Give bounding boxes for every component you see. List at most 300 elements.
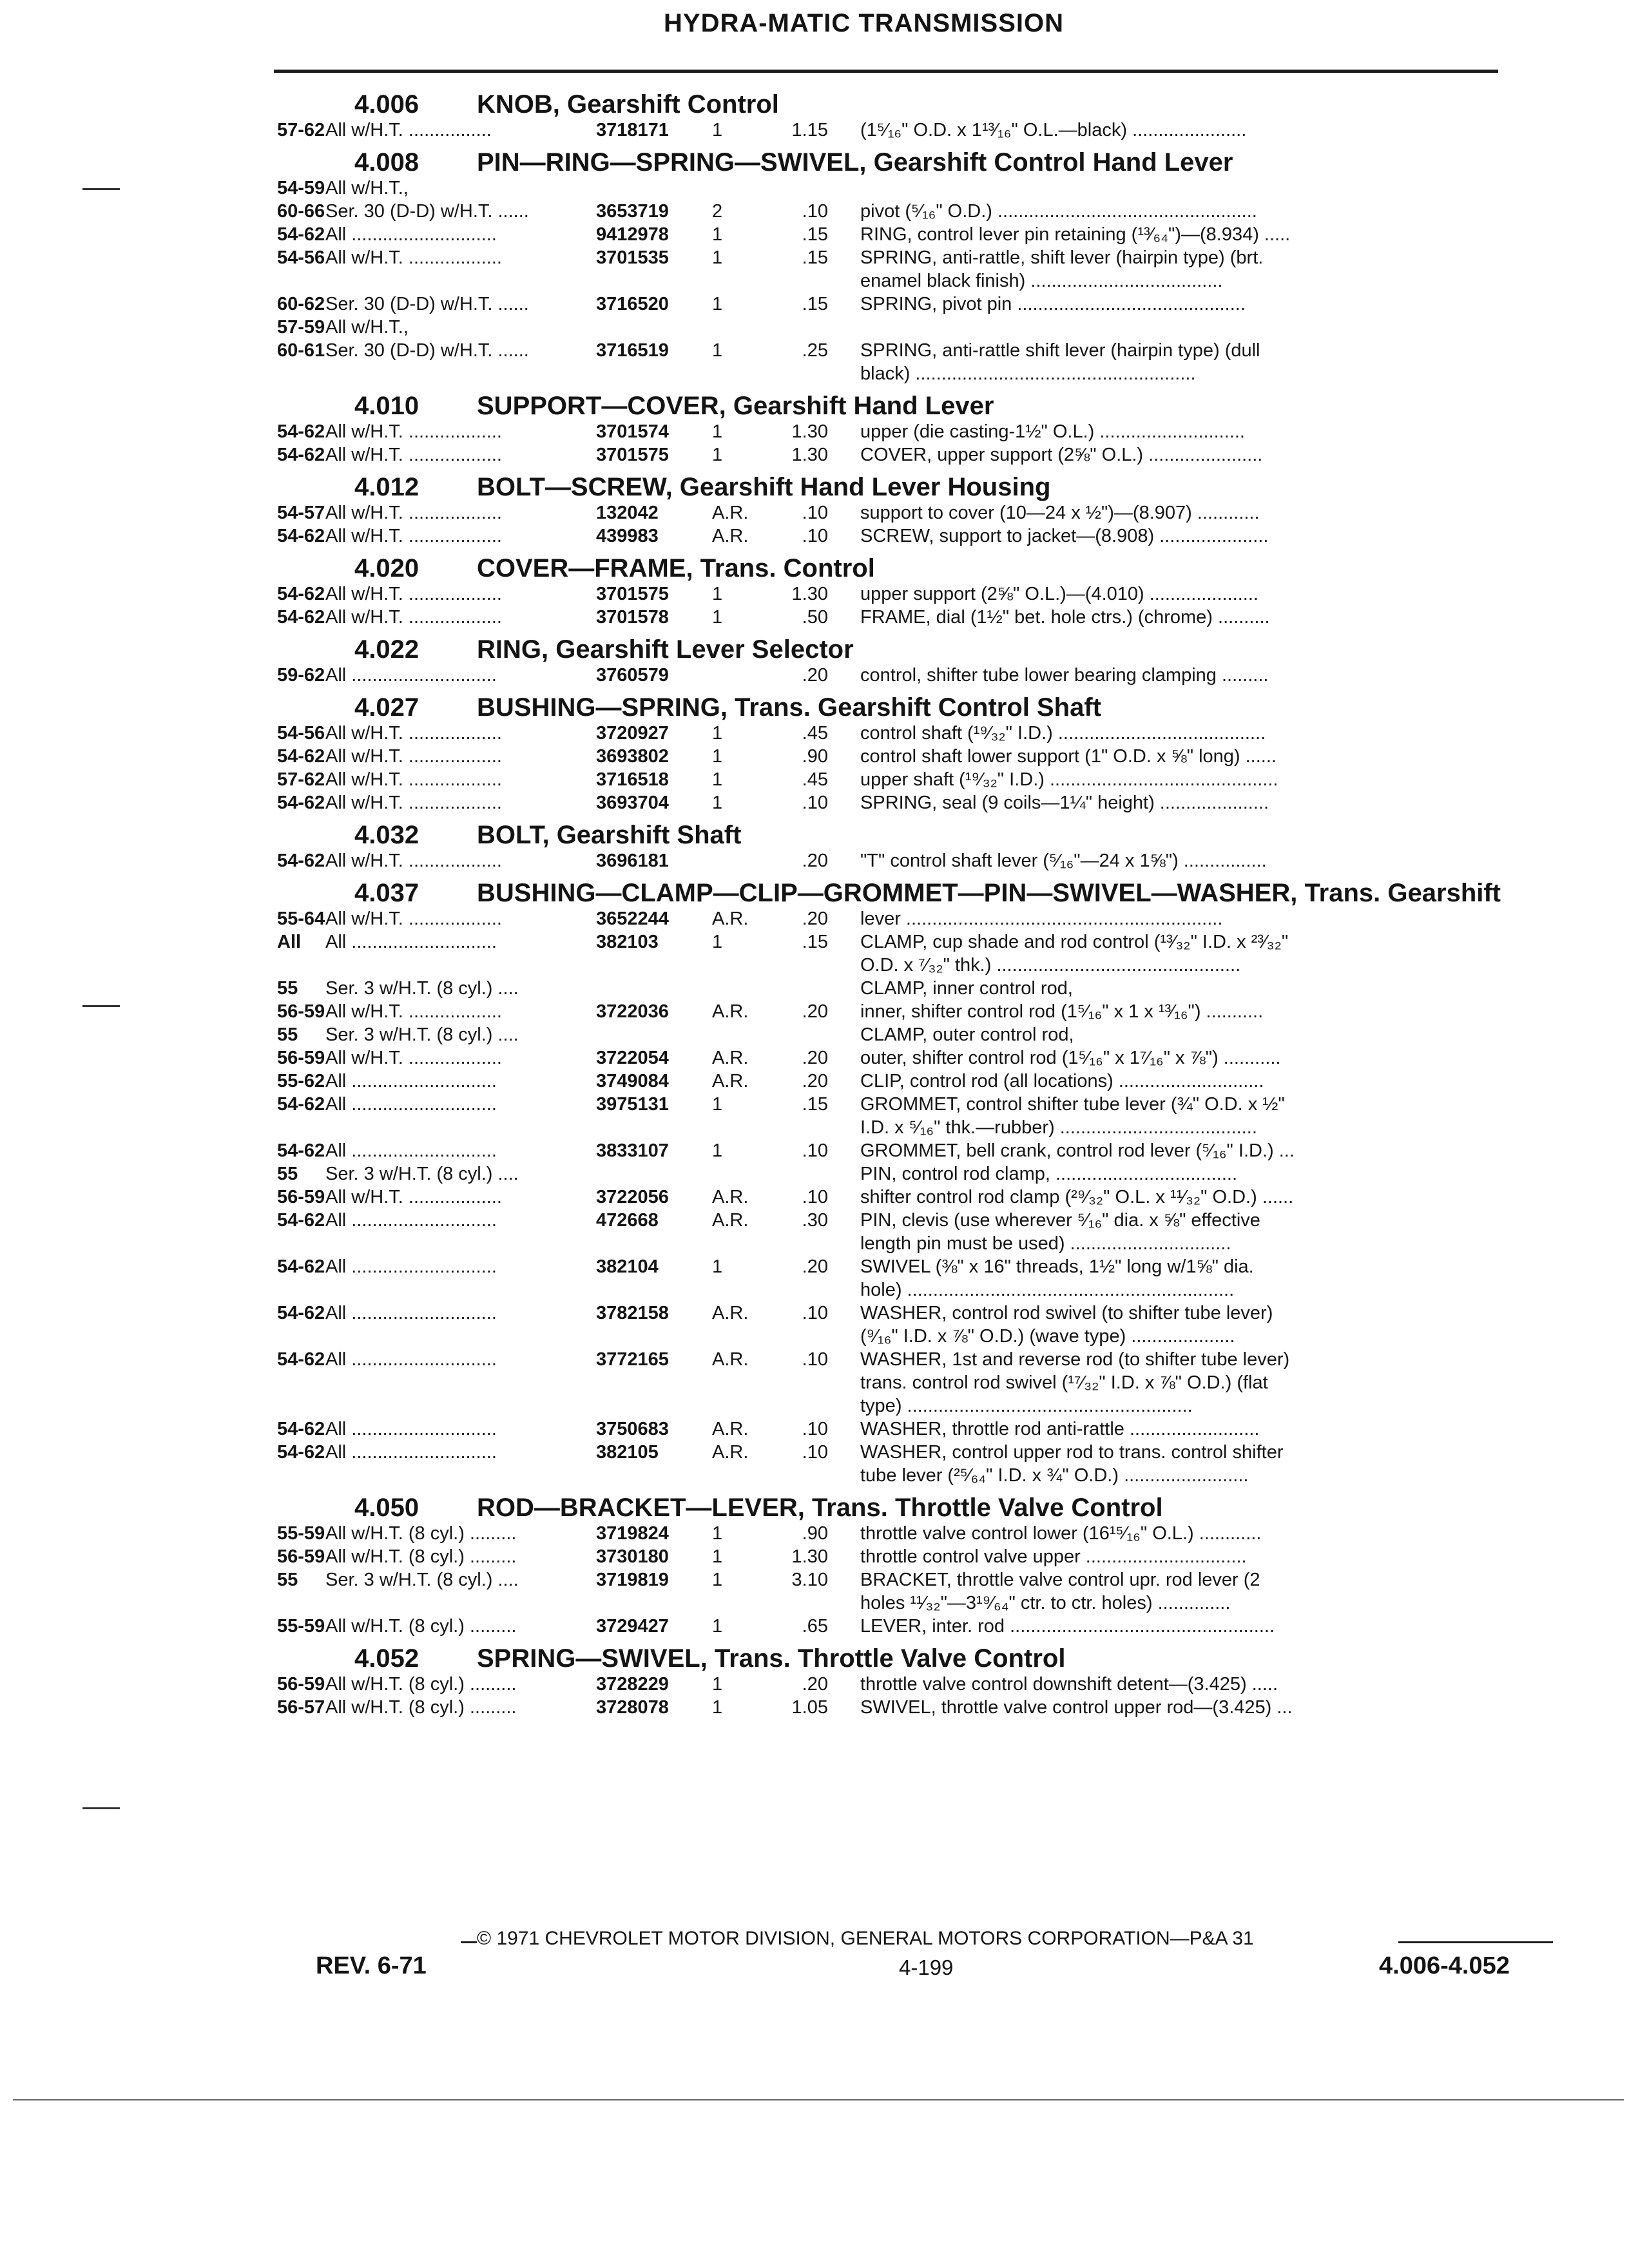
part-number: 3749084 (596, 1071, 669, 1091)
section (277, 821, 1550, 872)
description: SPRING, anti-rattle shift lever (hairpin type) (dull black) ...................................................... (860, 340, 1260, 384)
section-number: 4.006 (354, 90, 419, 119)
quantity (712, 664, 757, 687)
description: support to cover (10—24 x ½")—(8.907) ............ (860, 503, 1260, 523)
quantity: 1 (712, 1674, 723, 1695)
price: .10 (802, 1187, 828, 1207)
model-application: All ............................ (325, 224, 497, 245)
description: FRAME, dial (1½" bet. hole ctrs.) (chrome) .......... (860, 607, 1270, 628)
price: .15 (802, 1094, 828, 1115)
model-application: All w/H.T. .................. (325, 421, 502, 442)
description: GROMMET, control shifter tube lever (¾" O.D. x ½" I.D. x ⁵⁄₁₆" thk.—rubber) ...................................... (860, 1094, 1285, 1138)
model-application: All w/H.T. .................. (325, 908, 502, 929)
description: WASHER, control rod swivel (to shifter tube lever) (⁹⁄₁₆" I.D. x ⅞" O.D.) (wave type) .................... (860, 1303, 1273, 1347)
part-row (277, 443, 1550, 466)
part-row (277, 1615, 1550, 1638)
price: .90 (802, 1523, 828, 1544)
price: 3.10 (791, 1570, 828, 1590)
part-number: 3653719 (596, 201, 669, 222)
description: CLIP, control rod (all locations) ............................ (860, 1071, 1264, 1091)
description: SCREW, support to jacket—(8.908) ..................... (860, 526, 1269, 546)
footer-rule-right (1398, 1941, 1553, 1943)
description: SPRING, pivot pin ............................................ (860, 294, 1246, 314)
price: .15 (802, 224, 828, 245)
part-number: 3693802 (596, 746, 669, 767)
bottom-rule (13, 2099, 1624, 2100)
part-number: 3722036 (596, 1001, 669, 1022)
part-number: 3701575 (596, 584, 669, 604)
model-application: All w/H.T. .................. (325, 746, 502, 767)
part-number: 3652244 (596, 908, 669, 929)
quantity: 1 (712, 932, 723, 952)
section-title: KNOB, Gearshift Control (477, 90, 779, 119)
quantity: A.R. (712, 1303, 749, 1323)
model-application: Ser. 3 w/H.T. (8 cyl.) .... All w/H.T. .................. (325, 1024, 519, 1068)
part-row (277, 977, 1550, 1023)
price: .45 (802, 769, 828, 790)
part-row (277, 524, 1550, 548)
model-application: All w/H.T. .................. (325, 769, 502, 790)
section-number: 4.032 (354, 821, 419, 849)
part-number: 3975131 (596, 1094, 669, 1115)
part-row (277, 768, 1550, 791)
part-row (277, 1545, 1550, 1568)
price: .10 (802, 1349, 828, 1370)
model-years: 55 56-59 (277, 1024, 325, 1068)
part-row (277, 1070, 1550, 1093)
quantity: 1 (712, 1140, 723, 1161)
part-row (277, 1255, 1550, 1302)
footer-page-number: 4-199 (899, 1956, 954, 1979)
quantity: A.R. (712, 908, 749, 929)
part-row (277, 664, 1550, 687)
model-application: Ser. 30 (D-D) w/H.T. ...... (325, 294, 529, 314)
model-application: All w/H.T. .................. (325, 584, 502, 604)
part-row (277, 1418, 1550, 1441)
part-row (277, 1348, 1550, 1418)
footer-copyright: © 1971 CHEVROLET MOTOR DIVISION, GENERAL MOTORS CORPORATION—P&A 31 (477, 1928, 1254, 1949)
price: .10 (802, 526, 828, 546)
section-number: 4.012 (354, 473, 419, 501)
model-application: All ............................ (325, 932, 497, 952)
model-years: 56-59 (277, 1546, 325, 1567)
part-row (277, 745, 1550, 768)
section-number: 4.037 (354, 879, 419, 907)
section (277, 1644, 1550, 1719)
part-number: 3718171 (596, 120, 669, 140)
model-application: All ............................ (325, 665, 497, 686)
price: .15 (802, 294, 828, 314)
quantity: A.R. (712, 1048, 749, 1068)
quantity: 1 (712, 746, 723, 767)
model-years: 57-62 (277, 769, 325, 790)
part-number: 3760579 (596, 665, 669, 686)
part-row (277, 177, 1550, 223)
model-years: 54-62 (277, 1094, 325, 1115)
model-years: 54-62 (277, 445, 325, 465)
model-years: 54-56 (277, 723, 325, 744)
quantity: 1 (712, 607, 723, 628)
price: .20 (802, 1674, 828, 1695)
model-application: All w/H.T. .................. (325, 723, 502, 744)
model-years: 54-62 (277, 1140, 325, 1161)
price: .15 (802, 247, 828, 268)
section-title: BOLT—SCREW, Gearshift Hand Lever Housing (477, 473, 1051, 501)
part-row (277, 420, 1550, 443)
price: .15 (802, 932, 828, 952)
description: SPRING, anti-rattle, shift lever (hairpin type) (brt. enamel black finish) ..................................... (860, 247, 1264, 291)
section-title: SUPPORT—COVER, Gearshift Hand Lever (477, 392, 994, 420)
description: CLAMP, inner control rod, inner, shifter control rod (1⁵⁄₁₆" x 1 x ¹³⁄₁₆") ........... (860, 978, 1264, 1022)
model-years: 54-62 (277, 584, 325, 604)
part-row (277, 1441, 1550, 1487)
price: .25 (802, 340, 828, 361)
description: WASHER, throttle rod anti-rattle ......................... (860, 1419, 1260, 1439)
part-row (277, 1093, 1550, 1139)
model-years: 54-62 (277, 526, 325, 546)
model-years: 54-62 (277, 1210, 325, 1231)
margin-mark (82, 1005, 120, 1007)
part-number: 3720927 (596, 723, 669, 744)
part-number: 3833107 (596, 1140, 669, 1161)
section (277, 554, 1550, 629)
section-title: COVER—FRAME, Trans. Control (477, 554, 875, 582)
quantity: A.R. (712, 526, 749, 546)
quantity: 1 (712, 1523, 723, 1544)
model-application: All ............................ (325, 1303, 497, 1323)
quantity (712, 849, 757, 872)
part-row (277, 1302, 1550, 1348)
section-title: RING, Gearshift Lever Selector (477, 635, 854, 664)
model-application: All ............................ (325, 1419, 497, 1439)
description: PIN, clevis (use wherever ⁵⁄₁₆" dia. x ⅝" effective length pin must be used) ............................... (860, 1210, 1260, 1254)
model-application: Ser. 3 w/H.T. (8 cyl.) .... All w/H.T. .................. (325, 978, 519, 1022)
price: .20 (802, 665, 828, 686)
section (277, 392, 1550, 466)
model-application: All w/H.T. (8 cyl.) ......... (325, 1616, 517, 1637)
description: (1⁵⁄₁₆" O.D. x 1¹³⁄₁₆" O.L.—black) ...................... (860, 120, 1247, 140)
quantity: 1 (712, 1570, 723, 1590)
part-number: 3696181 (596, 850, 669, 871)
model-application: All w/H.T. .................. (325, 850, 502, 871)
quantity: A.R. (712, 1349, 749, 1370)
section-title: SPRING—SWIVEL, Trans. Throttle Valve Control (477, 1644, 1066, 1673)
price: .10 (802, 503, 828, 523)
model-years: 57-62 (277, 120, 325, 140)
model-application: All ............................ (325, 1210, 497, 1231)
part-row (277, 223, 1550, 246)
page-title: HYDRA-MATIC TRANSMISSION (664, 9, 1065, 37)
section-title: ROD—BRACKET—LEVER, Trans. Throttle Valve Control (477, 1494, 1163, 1522)
description: lever ............................................................. (860, 908, 1223, 929)
price: .10 (802, 793, 828, 813)
part-number: 3701574 (596, 421, 669, 442)
part-number: 3701535 (596, 247, 669, 268)
part-number: 472668 (596, 1210, 659, 1231)
model-application: Ser. 3 w/H.T. (8 cyl.) .... All w/H.T. .................. (325, 1164, 519, 1207)
part-row (277, 606, 1550, 629)
price: .20 (802, 1071, 828, 1091)
quantity: 1 (712, 120, 723, 140)
model-years: 54-62 (277, 850, 325, 871)
part-row (277, 791, 1550, 814)
quantity: A.R. (712, 1442, 749, 1463)
model-years: 54-62 (277, 1349, 325, 1370)
price: .20 (802, 908, 828, 929)
quantity: A.R. (712, 1071, 749, 1091)
price: .50 (802, 607, 828, 628)
section-number: 4.027 (354, 693, 419, 722)
section-number: 4.020 (354, 554, 419, 582)
quantity: A.R. (712, 1210, 749, 1231)
model-years: 55-59 (277, 1616, 325, 1637)
model-application: All w/H.T. .................. (325, 793, 502, 813)
footer-rule-left (461, 1941, 477, 1943)
quantity: 1 (712, 1094, 723, 1115)
part-number: 3722054 (596, 1048, 669, 1068)
price: .10 (802, 1303, 828, 1323)
model-years: 60-62 (277, 294, 325, 314)
price: 1.30 (791, 445, 828, 465)
part-number: 3782158 (596, 1303, 669, 1323)
model-years: 54-62 (277, 746, 325, 767)
part-number: 3750683 (596, 1419, 669, 1439)
price: .90 (802, 746, 828, 767)
part-row (277, 1568, 1550, 1615)
section-title: BUSHING—CLAMP—CLIP—GROMMET—PIN—SWIVEL—WASHER, Trans. Gearshift (477, 879, 1501, 907)
price: .10 (802, 1419, 828, 1439)
quantity: 1 (712, 247, 723, 268)
section-heading (354, 821, 1550, 849)
section-title: BUSHING—SPRING, Trans. Gearshift Control Shaft (477, 693, 1102, 722)
description: control, shifter tube lower bearing clamping ......... (860, 665, 1269, 686)
model-application: All w/H.T. (8 cyl.) ......... (325, 1674, 517, 1695)
section (277, 879, 1550, 1487)
quantity: 1 (712, 723, 723, 744)
quantity: 1 (712, 769, 723, 790)
description: BRACKET, throttle valve control upr. rod lever (2 holes ¹¹⁄₃₂"—3¹⁹⁄₆₄" ctr. to ctr. holes) .............. (860, 1570, 1260, 1613)
part-number: 3716519 (596, 340, 669, 361)
price: 1.30 (791, 584, 828, 604)
model-years: All (277, 932, 302, 952)
section-number: 4.008 (354, 148, 419, 177)
section-heading (354, 148, 1550, 177)
part-number: 3719819 (596, 1570, 669, 1590)
model-application: All w/H.T. (8 cyl.) ......... (325, 1546, 517, 1567)
model-years: 54-56 (277, 247, 325, 268)
section-heading (354, 1494, 1550, 1522)
model-application: Ser. 3 w/H.T. (8 cyl.) .... (325, 1570, 519, 1590)
margin-mark (82, 1807, 120, 1809)
part-row (277, 582, 1550, 606)
section (277, 1494, 1550, 1638)
quantity: A.R. (712, 1419, 749, 1439)
part-row (277, 1673, 1550, 1696)
price: 1.15 (791, 120, 828, 140)
part-row (277, 849, 1550, 872)
section (277, 90, 1550, 142)
section-heading (354, 879, 1550, 907)
model-application: All w/H.T. ................ (325, 120, 492, 140)
section-number: 4.022 (354, 635, 419, 664)
part-row (277, 293, 1550, 316)
quantity: 1 (712, 445, 723, 465)
part-row (277, 1522, 1550, 1545)
model-years: 56-57 (277, 1697, 325, 1718)
part-number: 439983 (596, 526, 659, 546)
section (277, 473, 1550, 548)
model-application: All w/H.T. (8 cyl.) ......... (325, 1697, 517, 1718)
price: .30 (802, 1210, 828, 1231)
part-row (277, 930, 1550, 977)
description: WASHER, control upper rod to trans. control shifter tube lever (²⁵⁄₆₄" I.D. x ¾" O.D.) ........................ (860, 1442, 1284, 1486)
description: COVER, upper support (2⅝" O.L.) ...................... (860, 445, 1263, 465)
section-number: 4.010 (354, 392, 419, 420)
part-number: 3728078 (596, 1697, 669, 1718)
model-application: All ............................ (325, 1140, 497, 1161)
footer-revision: REV. 6-71 (316, 1952, 427, 1979)
price: 1.30 (791, 1546, 828, 1567)
quantity: 1 (712, 1256, 723, 1277)
part-row (277, 1023, 1550, 1070)
quantity: 1 (712, 294, 723, 314)
part-row (277, 316, 1550, 385)
description: GROMMET, bell crank, control rod lever (⁵⁄₁₆" I.D.) ... (860, 1140, 1295, 1161)
model-years: 55 (277, 1570, 298, 1590)
model-years: 54-59 60-66 (277, 178, 325, 222)
model-years: 56-59 (277, 1674, 325, 1695)
description: CLAMP, cup shade and rod control (¹³⁄₃₂" I.D. x ²³⁄₃₂" O.D. x ⁷⁄₃₂" thk.) ............................................... (860, 932, 1289, 975)
section-heading (354, 473, 1550, 501)
part-number: 382104 (596, 1256, 659, 1277)
part-number: 3693704 (596, 793, 669, 813)
part-row (277, 1696, 1550, 1719)
part-row (277, 907, 1550, 930)
description: throttle valve control lower (16¹⁵⁄₁₆" O.L.) ............ (860, 1523, 1262, 1544)
quantity: 1 (712, 793, 723, 813)
part-row (277, 1209, 1550, 1255)
part-number: 3701575 (596, 445, 669, 465)
quantity: 1 (712, 1616, 723, 1637)
footer-range: 4.006-4.052 (1379, 1952, 1510, 1979)
part-number: 3719824 (596, 1523, 669, 1544)
model-application: All w/H.T. .................. (325, 445, 502, 465)
part-number: 3722056 (596, 1187, 669, 1207)
part-number: 3730180 (596, 1546, 669, 1567)
model-application: All w/H.T. (8 cyl.) ......... (325, 1523, 517, 1544)
price: .20 (802, 1001, 828, 1022)
price: 1.30 (791, 421, 828, 442)
quantity: 1 (712, 224, 723, 245)
description: CLAMP, outer control rod, outer, shifter control rod (1⁵⁄₁₆" x 1⁷⁄₁₆" x ⅞") ........... (860, 1024, 1281, 1068)
quantity: A.R. (712, 1187, 749, 1207)
price: .45 (802, 723, 828, 744)
part-row (277, 246, 1550, 293)
part-number: 382103 (596, 932, 659, 952)
model-years: 54-62 (277, 1419, 325, 1439)
section (277, 635, 1550, 687)
description: SWIVEL, throttle valve control upper rod—(3.425) ... (860, 1697, 1293, 1718)
description: SWIVEL (⅜" x 16" threads, 1½" long w/1⅝" dia. hole) ............................................................... (860, 1256, 1254, 1300)
part-number: 382105 (596, 1442, 659, 1463)
price: .10 (802, 1140, 828, 1161)
model-application: All w/H.T. .................. (325, 607, 502, 628)
description: upper support (2⅝" O.L.)—(4.010) ..................... (860, 584, 1258, 604)
part-number: 3728229 (596, 1674, 669, 1695)
section-number: 4.050 (354, 1494, 419, 1522)
section-title: PIN—RING—SPRING—SWIVEL, Gearshift Control Hand Lever (477, 148, 1233, 177)
description: SPRING, seal (9 coils—1¼" height) ..................... (860, 793, 1269, 813)
model-years: 55 56-59 (277, 978, 325, 1022)
model-years: 55 56-59 (277, 1164, 325, 1207)
model-years: 59-62 (277, 665, 325, 686)
part-number: 3716520 (596, 294, 669, 314)
price: .20 (802, 1048, 828, 1068)
model-years: 55-64 (277, 908, 325, 929)
header-rule (274, 70, 1498, 73)
price: .10 (802, 201, 828, 222)
model-years: 54-62 (277, 1442, 325, 1463)
description: control shaft (¹⁹⁄₃₂" I.D.) ........................................ (860, 723, 1266, 744)
quantity: 2 (712, 201, 723, 222)
section-heading (354, 392, 1550, 420)
price: .20 (802, 850, 828, 871)
model-years: 54-62 (277, 421, 325, 442)
model-application: All w/H.T. .................. (325, 526, 502, 546)
quantity: A.R. (712, 1001, 749, 1022)
description: throttle control valve upper ............................... (860, 1546, 1247, 1567)
part-number: 132042 (596, 503, 659, 523)
part-row (277, 722, 1550, 745)
model-application: All ............................ (325, 1442, 497, 1463)
part-row (277, 501, 1550, 524)
part-number: 3701578 (596, 607, 669, 628)
part-row (277, 119, 1550, 142)
quantity: A.R. (712, 503, 749, 523)
model-years: 54-62 (277, 607, 325, 628)
price: .65 (802, 1616, 828, 1637)
quantity: 1 (712, 340, 723, 361)
part-row (277, 1139, 1550, 1162)
model-application: All w/H.T. .................. (325, 247, 502, 268)
description: upper shaft (¹⁹⁄₃₂" I.D.) ............................................ (860, 769, 1278, 790)
quantity: 1 (712, 1546, 723, 1567)
part-number: 3729427 (596, 1616, 669, 1637)
model-years: 54-57 (277, 503, 325, 523)
section (277, 693, 1550, 814)
description: RING, control lever pin retaining (¹³⁄₆₄")—(8.934) ..... (860, 224, 1291, 245)
section-heading (354, 693, 1550, 722)
description: pivot (⁵⁄₁₆" O.D.) .................................................. (860, 201, 1257, 222)
description: "T" control shaft lever (⁵⁄₁₆"—24 x 1⅝") ................ (860, 850, 1267, 871)
section-number: 4.052 (354, 1644, 419, 1673)
section-heading (354, 554, 1550, 582)
model-application: All ............................ (325, 1349, 497, 1370)
part-number: 3716518 (596, 769, 669, 790)
section-title: BOLT, Gearshift Shaft (477, 821, 742, 849)
model-years: 55-59 (277, 1523, 325, 1544)
section (277, 148, 1550, 385)
model-application: All ............................ (325, 1094, 497, 1115)
section-heading (354, 90, 1550, 119)
model-years: 57-59 60-61 (277, 317, 325, 361)
price: .20 (802, 1256, 828, 1277)
model-years: 54-62 (277, 224, 325, 245)
margin-mark (82, 188, 120, 190)
model-years: 54-62 (277, 1303, 325, 1323)
part-number: 3772165 (596, 1349, 669, 1370)
part-row (277, 1162, 1550, 1209)
